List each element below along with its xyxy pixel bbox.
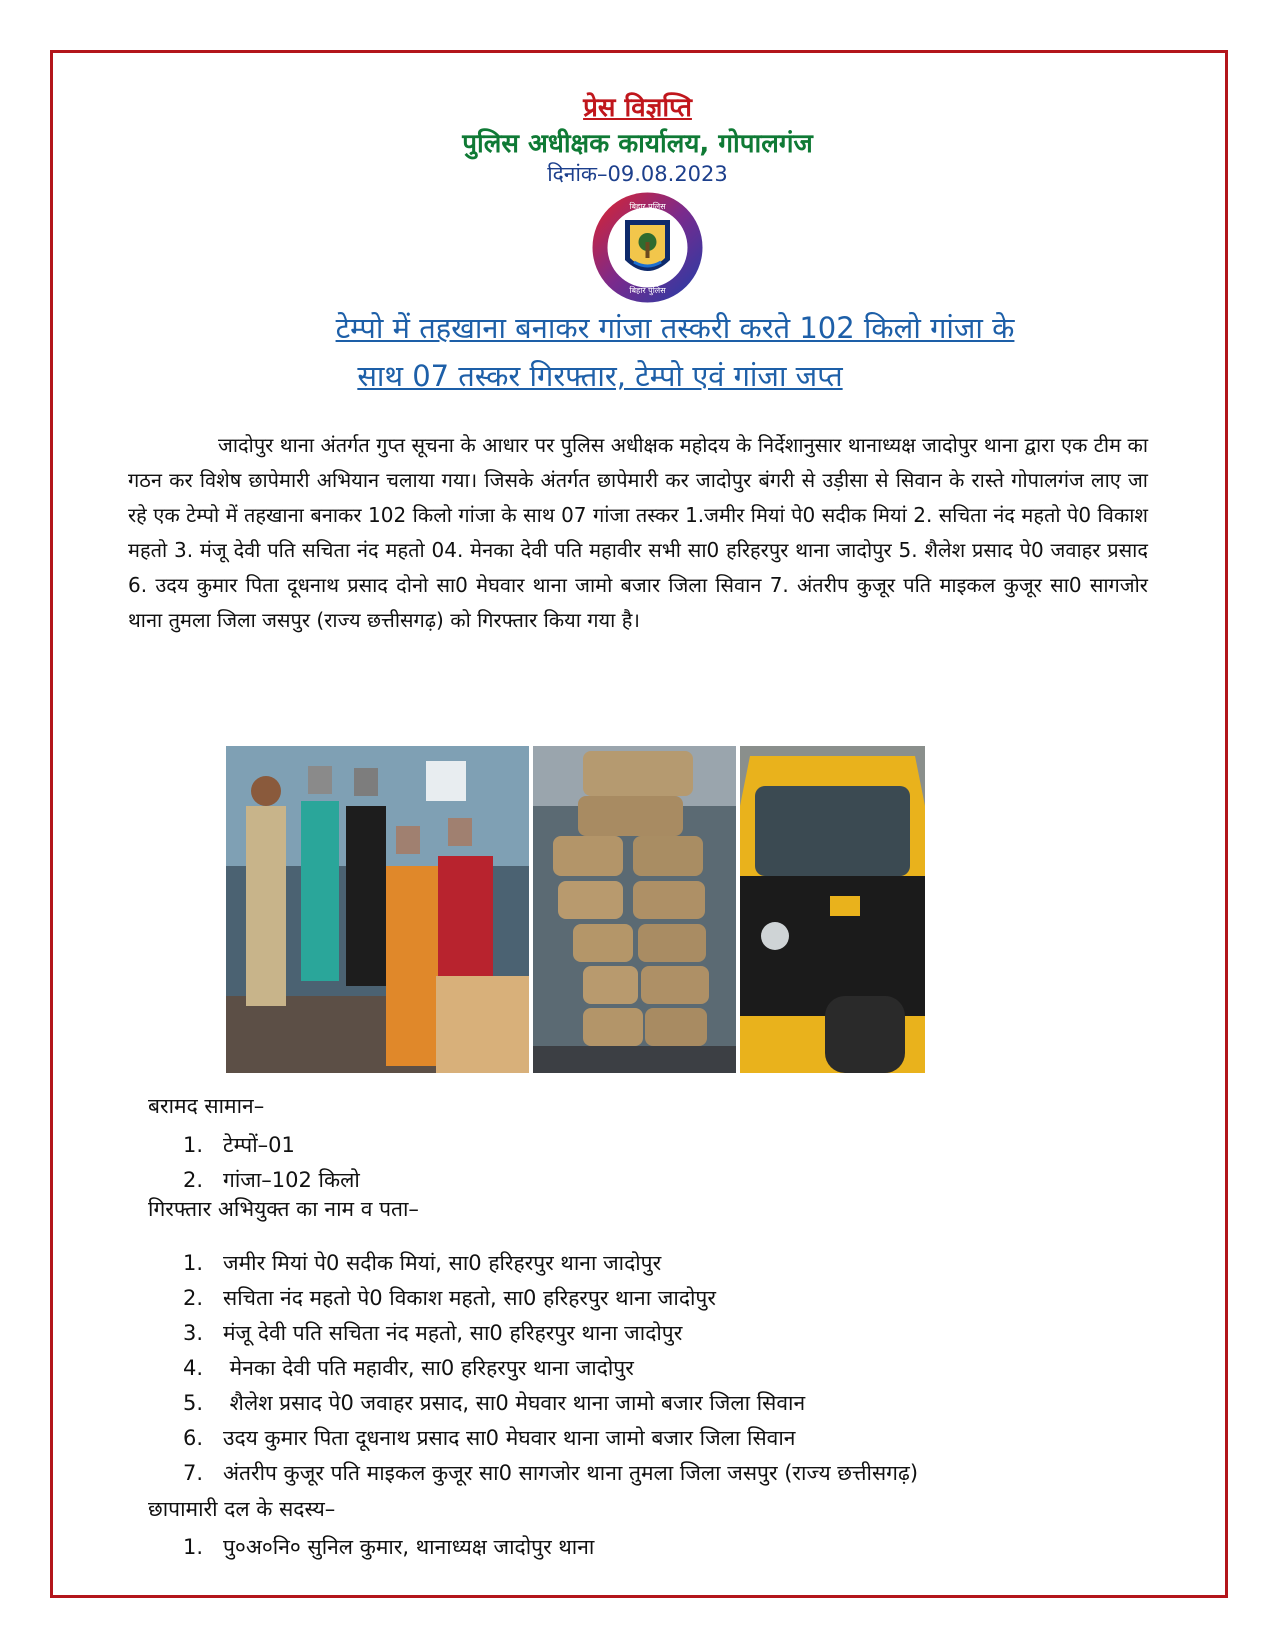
list-item: 1. जमीर मियां पे0 सदीक मियां, सा0 हरिहरपुर थाना जादोपुर (183, 1251, 662, 1275)
list-item: 5. शैलेश प्रसाद पे0 जवाहर प्रसाद, सा0 मेघवार थाना जामो बजार जिला सिवान (183, 1391, 806, 1415)
logo-text-top: बिहार पुलिस (629, 202, 666, 211)
raid-team-list (183, 1530, 594, 1565)
list-item: 2. सचिता नंद महतो पे0 विकाश महतो, सा0 हरिहरपुर थाना जादोपुर (183, 1286, 716, 1310)
list-item: 3. मंजू देवी पति सचिता नंद महतो, सा0 हरिहरपुर थाना जादोपुर (183, 1321, 683, 1345)
headline-line-2: साथ 07 तस्कर गिरफ्तार, टेम्पो एवं गांजा जप्त (357, 359, 843, 393)
photo-ganja-packets (533, 746, 736, 1073)
list-item: 6. उदय कुमार पिता दूधनाथ प्रसाद सा0 मेघवार थाना जामो बजार जिला सिवान (183, 1426, 796, 1450)
list-item: 4. मेनका देवी पति महावीर, सा0 हरिहरपुर थाना जादोपुर (183, 1356, 634, 1380)
bihar-police-logo (590, 190, 705, 305)
office-name: पुलिस अधीक्षक कार्यालय, गोपालगंज (462, 129, 813, 159)
photo-arrested-persons (226, 746, 529, 1073)
headline-line-1: टेम्पो में तहखाना बनाकर गांजा तस्करी करते 102 किलो गांजा के (335, 311, 1015, 345)
recovered-items-list (183, 1128, 360, 1198)
recovered-items-heading: बरामद सामान– (148, 1094, 265, 1118)
list-item: 1. टेम्पों–01 (183, 1133, 295, 1157)
arrested-accused-list (183, 1246, 918, 1491)
list-item: 2. गांजा–102 किलो (183, 1168, 360, 1192)
list-item: 1. पु०अ०नि० सुनिल कुमार, थानाध्यक्ष जादोपुर थाना (183, 1535, 595, 1559)
photo-seized-tempo (740, 746, 925, 1073)
release-date: दिनांक–09.08.2023 (547, 162, 728, 186)
press-release-title: प्रेस विज्ञप्ति (583, 93, 692, 123)
arrested-accused-heading: गिरफ्तार अभियुक्त का नाम व पता– (148, 1197, 419, 1221)
raid-team-heading: छापामारी दल के सदस्य– (148, 1497, 336, 1521)
body-paragraph: जादोपुर थाना अंतर्गत गुप्त सूचना के आधार पर पुलिस अधीक्षक महोदय के निर्देशानुसार थानाध्यक्ष जादोपुर थाना द्वारा एक टीम का गठन कर विशेष छापेमारी अभियान चलाया गया। जिसके अंतर्गत छापेमारी कर जादोपुर बंगरी से उड़ीसा से सिवान के रास्ते गोपालगंज लाए जा रहे एक टेम्पो में तहखाना बनाकर 102 किलो गांजा के साथ 07 गांजा तस्कर 1.जमीर मियां पे0 सदीक मियां 2. सचिता नंद महतो पे0 विकाश महतो 3. मंजू देवी पति सचिता नंद महतो 04. मेनका देवी पति महावीर सभी सा0 हरिहरपुर थाना जादोपुर 5. शैलेश प्रसाद पे0 जवाहर प्रसाद 6. उदय कुमार पिता दूधनाथ प्रसाद दोनो सा0 मेघवार थाना जामो बजार जिला सिवान 7. अंतरीप कुजूर पति माइकल कुजूर सा0 सागजोर थाना तुमला जिला जसपुर (राज्य छत्तीसगढ़) को गिरफ्तार किया गया है। (128, 433, 1148, 632)
list-item: 7. अंतरीप कुजूर पति माइकल कुजूर सा0 सागजोर थाना तुमला जिला जसपुर (राज्य छत्तीसगढ़) (183, 1461, 919, 1485)
logo-text-bottom: बिहार पुलिस (629, 286, 666, 295)
